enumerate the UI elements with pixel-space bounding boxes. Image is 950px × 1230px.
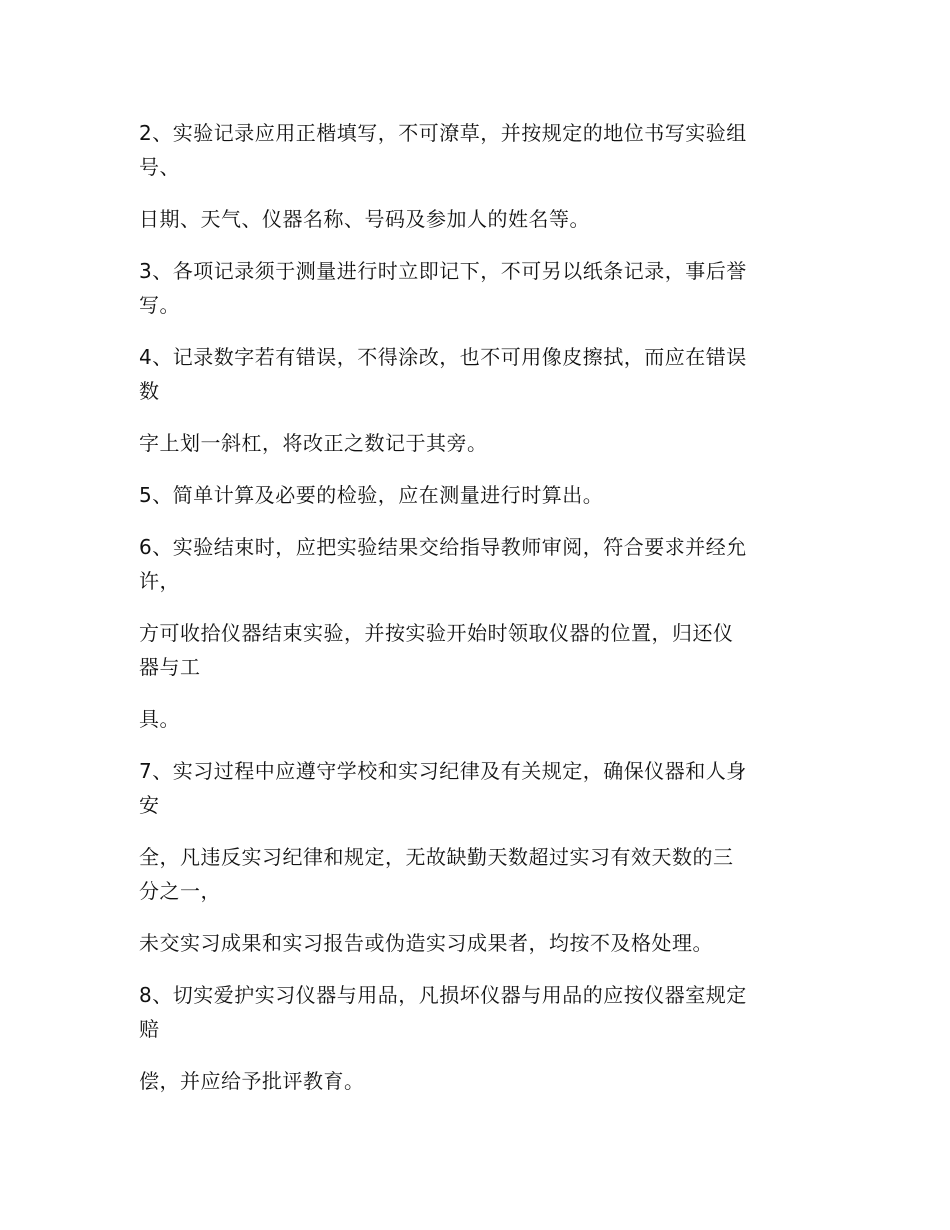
paragraph-rule-8-continued [139, 1064, 819, 1098]
text-line: 分之一， [139, 879, 221, 903]
text-line: 未交实习成果和实习报告或伪造实习成果者，均按不及格处理。 [139, 931, 713, 955]
text-line: 数 [139, 379, 160, 403]
document-body [139, 116, 819, 1116]
text-line: 字上划一斜杠，将改正之数记于其旁。 [139, 431, 488, 455]
paragraph-rule-7-end [139, 926, 819, 960]
paragraph-rule-7-continued [139, 840, 819, 908]
paragraph-rule-6-end [139, 702, 819, 736]
text-line: 安 [139, 793, 160, 817]
text-line: 号、 [139, 155, 180, 179]
paragraph-rule-4 [139, 340, 819, 408]
text-line: 7、实习过程中应遵守学校和实习纪律及有关规定，确保仪器和人身 [139, 759, 747, 783]
text-line: 器与工 [139, 655, 201, 679]
text-line: 日期、天气、仪器名称、号码及参加人的姓名等。 [139, 207, 590, 231]
text-line: 偿，并应给予批评教育。 [139, 1069, 365, 1093]
text-line: 3、各项记录须于测量进行时立即记下，不可另以纸条记录，事后誉 [139, 259, 747, 283]
text-line: 具。 [139, 707, 180, 731]
text-line: 赔 [139, 1017, 160, 1041]
text-line: 6、实验结束时，应把实验结果交给指导教师审阅，符合要求并经允 [139, 535, 747, 559]
text-line: 8、切实爱护实习仪器与用品，凡损坏仪器与用品的应按仪器室规定 [139, 983, 747, 1007]
paragraph-rule-8 [139, 978, 819, 1046]
paragraph-rule-6 [139, 530, 819, 598]
text-line: 4、记录数字若有错误，不得涂改，也不可用像皮擦拭，而应在错误 [139, 345, 747, 369]
text-line: 许， [139, 569, 180, 593]
paragraph-rule-7 [139, 754, 819, 822]
paragraph-rule-2-continued [139, 202, 819, 236]
paragraph-rule-2 [139, 116, 819, 184]
paragraph-rule-5 [139, 478, 819, 512]
text-line: 2、实验记录应用正楷填写，不可潦草，并按规定的地位书写实验组 [139, 121, 747, 145]
text-line: 方可收拾仪器结束实验，并按实验开始时领取仪器的位置，归还仪 [139, 621, 734, 645]
text-line: 全，凡违反实习纪律和规定，无故缺勤天数超过实习有效天数的三 [139, 845, 734, 869]
paragraph-rule-4-continued [139, 426, 819, 460]
text-line: 写。 [139, 293, 180, 317]
paragraph-rule-3 [139, 254, 819, 322]
paragraph-rule-6-continued [139, 616, 819, 684]
text-line: 5、简单计算及必要的检验，应在测量进行时算出。 [139, 483, 604, 507]
